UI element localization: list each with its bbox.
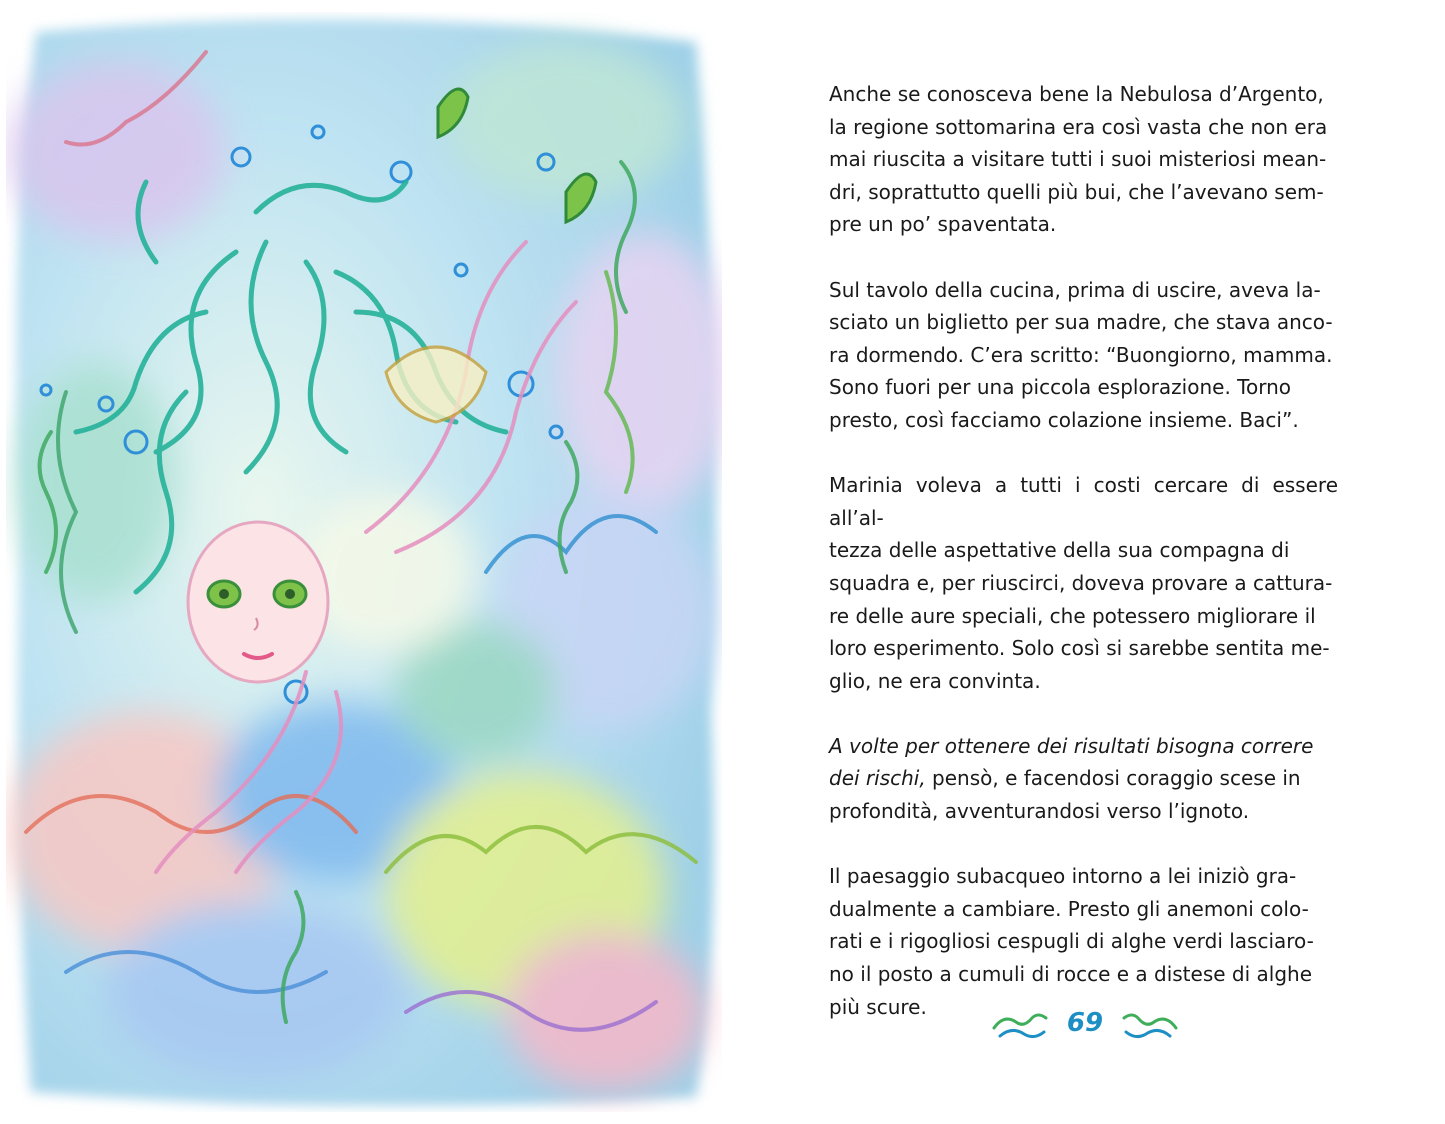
text-line: profondità, avventurandosi verso l’ignoto. xyxy=(829,799,1250,824)
text-line: Sul tavolo della cucina, prima di uscire, aveva la- xyxy=(829,277,1321,302)
text-line: Anche se conosceva bene la Nebulosa d’Argento, xyxy=(829,82,1324,106)
text-line: glio, ne era convinta. xyxy=(829,668,1041,693)
text-line: dri, soprattutto quelli più bui, che l’avevano sem- xyxy=(829,179,1324,204)
text-line: Marinia voleva a tutti i costi cercare di essere all’al- xyxy=(829,473,1338,530)
text-line: presto, così facciamo colazione insieme. Baci”. xyxy=(829,407,1299,432)
text-line: pre un po’ spaventata. xyxy=(829,212,1057,237)
paragraph-1 xyxy=(829,78,1338,241)
text-line: ra dormendo. C’era scritto: “Buongiorno, mamma. xyxy=(829,342,1333,367)
paragraph-4 xyxy=(829,730,1338,828)
text-column xyxy=(829,78,1338,1023)
text-line: tezza delle aspettative della sua compagna di xyxy=(829,538,1290,563)
paragraph-5 xyxy=(829,860,1338,1023)
text-line: dualmente a cambiare. Presto gli anemoni colo- xyxy=(829,896,1309,921)
text-line: rati e i rigogliosi cespugli di alghe verdi lasciaro- xyxy=(829,929,1314,954)
text-line: loro esperimento. Solo così si sarebbe sentita me- xyxy=(829,636,1330,661)
text-line: la regione sottomarina era così vasta che non era xyxy=(829,114,1328,139)
text-line: mai riuscita a visitare tutti i suoi misteriosi mean- xyxy=(829,147,1327,172)
text-line: squadra e, per riuscirci, doveva provare a cattura- xyxy=(829,570,1333,595)
text-line-italic: A volte per ottenere dei risultati bisogna correre xyxy=(829,733,1314,758)
text-line: Il paesaggio subacqueo intorno a lei iniziò gra- xyxy=(829,864,1297,889)
mermaid-illustration xyxy=(6,12,722,1112)
page-number-folio xyxy=(990,1000,1180,1050)
text-line: re delle aure speciali, che potessero migliorare il xyxy=(829,603,1316,628)
text-line-italic: dei rischi, xyxy=(829,766,926,791)
paragraph-3 xyxy=(829,469,1338,697)
paragraph-2 xyxy=(829,274,1338,437)
text-line: sciato un biglietto per sua madre, che stava anco- xyxy=(829,310,1333,335)
text-line: pensò, e facendosi coraggio scese in xyxy=(925,766,1301,791)
text-line: Sono fuori per una piccola esplorazione. Torno xyxy=(829,375,1292,400)
text-line: no il posto a cumuli di rocce e a distese di alghe xyxy=(829,962,1312,987)
page-number: 69 xyxy=(1066,1008,1104,1038)
text-line: più scure. xyxy=(829,994,927,1019)
